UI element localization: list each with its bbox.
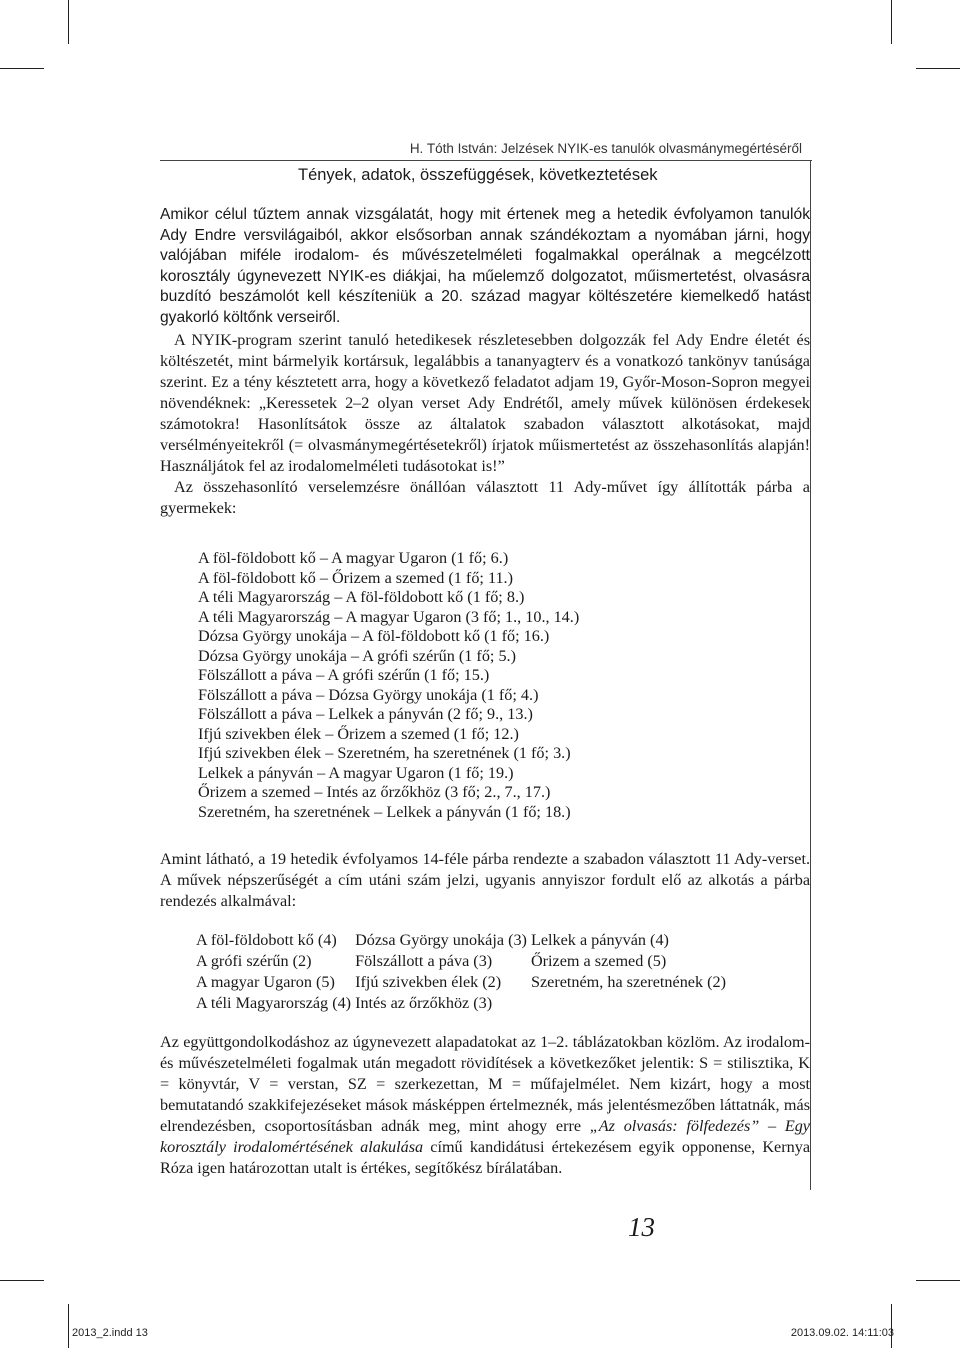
list-item: Fölszállott a páva – Dózsa György unokája (1 fő; 4.) [198, 685, 539, 704]
list-item: Szeretném, ha szeretnének – Lelkek a pányván (1 fő; 18.) [198, 802, 571, 821]
paragraph [160, 1032, 810, 1179]
list-item: Ifjú szivekben élek – Szeretném, ha szeretnének (1 fő; 3.) [198, 744, 571, 762]
table-cell: Fölszállott a páva (3) [355, 952, 493, 970]
table-cell: Szeretném, ha szeretnének (2) [530, 973, 727, 991]
table-cell: Őrizem a szemed (5) [530, 952, 667, 970]
body-text-1 [160, 330, 810, 519]
page-number: 13 [628, 1212, 655, 1242]
table-cell: Lelkek a pányván (4) [530, 931, 669, 949]
paragraph: Az összehasonlító verselemzésre önállóan választott 11 Ady-művet így állították párba a gyermekek: [160, 478, 810, 517]
table-cell: A téli Magyarország (4) [196, 994, 352, 1012]
table-cell: A grófi szérűn (2) [196, 952, 312, 970]
poem-pairs-list [198, 549, 579, 822]
print-slug-file: 2013_2.indd 13 [72, 1327, 148, 1339]
table-cell: A magyar Ugaron (5) [196, 973, 335, 991]
crop-mark [916, 68, 960, 69]
table-cell [531, 993, 730, 1014]
paragraph: Amint látható, a 19 hetedik évfolyamos 14-féle párba rendezte a szabadon választott 11 Ady-verset. A művek népszerűségét a cím utáni szám jelzi, ugyanis annyiszor fordult elő az alkotás a párba rendezés alkalmával: [160, 850, 810, 910]
body-text-3 [160, 1032, 810, 1179]
table-row [196, 951, 730, 972]
crop-mark [0, 1280, 44, 1281]
crop-mark [0, 68, 44, 69]
table-row [196, 930, 730, 951]
list-item: Dózsa György unokája – A grófi szérűn (1 fő; 5.) [198, 646, 516, 665]
margin-rule [810, 160, 811, 1190]
list-item: A föl-földobott kő – A magyar Ugaron (1 fő; 6.) [198, 549, 509, 567]
list-item: A föl-földobott kő – Őrizem a szemed (1 fő; 11.) [198, 568, 513, 587]
table-row [196, 972, 730, 993]
list-item: Dózsa György unokája – A föl-földobott kő (1 fő; 16.) [198, 627, 550, 645]
table-cell: Ifjú szivekben élek (2) [355, 973, 502, 991]
list-item: Fölszállott a páva – A grófi szérűn (1 fő; 15.) [198, 666, 490, 684]
list-item: A téli Magyarország – A magyar Ugaron (3 fő; 1., 10., 14.) [198, 607, 580, 626]
table-row [196, 993, 730, 1014]
paragraph: A NYIK-program szerint tanuló hetedikesek részletesebben dolgozzák fel Ady Endre életét és költészetét, mint bármelyik kortársuk, legalábbis a tananyagterv és a vonatkozó tankönyv tanúsága szerint. Ez a tény késztetett arra, hogy a következő feladatot adjam 19, Győr-Moson-Sopron megyei növendéknek: „Keressetek 2–2 olyan verset Ady Endrétől, amely művek különösen érdekesek számotokra! Hasonlítsátok össze az általatok szabadon választott alkotásokat, majd versélményeitekről (= olvasmánymegértésetekről) írjatok műismertetést az összehasonlítás alapján! Használjátok fel az irodalomelméleti tudásotokat is!” [160, 331, 810, 475]
paragraph-text: Az együttgondolkodáshoz az úgynevezett alapadatokat az 1–2. táblázatokban közlöm. Az irodalom- és művészetelméleti fogalmak után megadott rövidítések a következőket jelentik: S = stilisztika, K = könyvtár, V = verstan, SZ = szerkezettan, M = műfajelmélet. Nem kizárt, hogy a most bemutatandó szakkifejezéseket mások másképpen értelmeznék, más jelentésmezőben láttatnák, más elrendezésben, csoportosításban adnák meg, mint ahogy erre [160, 1033, 810, 1135]
print-slug-date: 2013.09.02. 14:11:03 [790, 1327, 894, 1339]
crop-mark [68, 1304, 69, 1348]
paragraph-text: című kandidátusi értekezésem egyik opponense, Kernya Róza igen határozottan utalt is értékes, segítőkész bírálatában. [160, 1138, 810, 1177]
table-cell: Intés az őrzőkhöz (3) [355, 994, 493, 1012]
list-item: Őrizem a szemed – Intés az őrzőkhöz (3 fő; 2., 7., 17.) [198, 783, 551, 801]
list-item: Ifjú szivekben élek – Őrizem a szemed (1 fő; 12.) [198, 724, 519, 743]
crop-mark [891, 0, 892, 44]
crop-mark [68, 0, 69, 44]
header-rule [160, 160, 812, 161]
list-item: Lelkek a pányván – A magyar Ugaron (1 fő; 19.) [198, 763, 514, 782]
running-head: H. Tóth István: Jelzések NYIK-es tanulók olvasmánymegértéséről [409, 141, 802, 156]
section-title: Tények, adatok, összefüggések, következtetések [298, 166, 658, 184]
intro-text: Amikor célul tűztem annak vizsgálatát, hogy mit értenek meg a hetedik évfolyamon tanulók Ady Endre versvilágaiból, akkor elsősorban annak szándékoztam a nyomában járni, hogy valójában miféle irodalom- és művészetelméleti fogalmakkal operálnak a megcélzott korosztály úgynevezett NYIK-es diákjai, ha műelemző dolgozatot, műismertetést, olvasásra buzdító beszámolót kell készíteniük a 20. század magyar költészetére kiemelkedő hatást gyakorló költőnk verseiről. [160, 206, 810, 326]
poem-count-table [196, 930, 730, 1014]
intro-paragraph [160, 205, 810, 328]
body-text-2 [160, 849, 810, 912]
crop-mark [891, 1304, 892, 1348]
crop-mark [916, 1280, 960, 1281]
list-item: A téli Magyarország – A föl-földobott kő (1 fő; 8.) [198, 588, 525, 606]
dissertation-title: „Az olvasás: fölfedezés” – Egy korosztály irodalomértésének alakulása [160, 1117, 810, 1156]
table-cell: A föl-földobott kő (4) [196, 931, 337, 949]
list-item: Fölszállott a páva – Lelkek a pányván (2 fő; 9., 13.) [198, 705, 533, 723]
table-cell: Dózsa György unokája (3) [355, 931, 527, 949]
